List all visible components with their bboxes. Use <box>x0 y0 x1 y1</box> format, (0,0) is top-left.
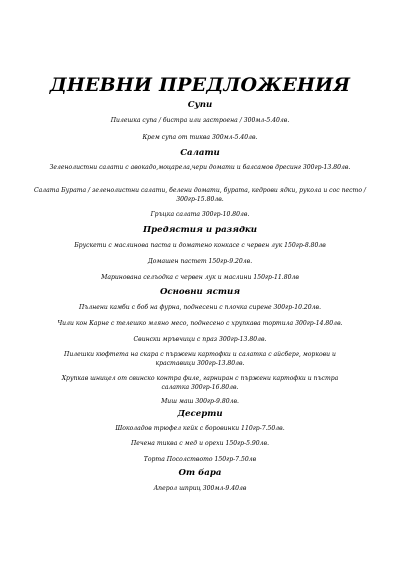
menu-item: Миш маш 300гр-9.80лв. <box>161 398 239 405</box>
menu-item: Шоколадов трюфел кейк с боровинки 110гр-7.50лв. <box>115 425 285 432</box>
menu-item: Зеленолистни салати с авокадо,моцарела,чери домати и балсамов дресинг 300гр-13.80лв. <box>49 164 351 171</box>
section-heading-bar: От бара <box>178 468 222 478</box>
menu-item: Свински мръвчици с праз 300гр-13.80лв. <box>133 336 267 343</box>
menu-item: Хрупкав шницел от свинско контра филе, гарниран с пържени картофки и пъстра салатка 300гр-16.80лв. <box>61 375 339 392</box>
menu-item: Печена тиква с мед и орехи 150гр-5.90лв. <box>130 440 270 447</box>
menu-item: Маринована селъодка с червен лук и маслини 150гр-11.80лв <box>101 274 299 281</box>
menu-item: Гръцка салата 300гр-10.80лв. <box>150 211 250 218</box>
menu-item: Пълнени камби с боб на фурна, поднесени с плочка сирене 300гр-10.20лв. <box>78 304 322 311</box>
menu-item: Аперол шприц 300мл-9.40лв <box>153 485 247 492</box>
section-heading-desserts: Десерти <box>177 409 223 419</box>
section-heading-soups: Супи <box>187 100 213 110</box>
section-heading-starters: Предястия и разядки <box>143 225 257 235</box>
menu-item: Домашен пастет 150гр-9.20лв. <box>147 258 253 265</box>
menu-item: Торта Посолството 150гр-7.50лв <box>143 456 257 463</box>
menu-item: Салата Бурата / зеленолистни салати, белени домати, бурата, кедрови ядки, рукола и сос песто / 300гр-15.80лв. <box>34 187 366 204</box>
section-heading-mains: Основни ястия <box>159 287 241 297</box>
page-title: ДНЕВНИ ПРЕДЛОЖЕНИЯ <box>49 74 351 96</box>
menu-item: Крем супа от тиква 300мл-5.40лв. <box>142 134 258 141</box>
menu-item: Пилешка супа / бистра или застроена / 300мл-5.40лв. <box>110 117 290 124</box>
menu-item: Пилешки кюфтета на скара с пържени картофки и салатка с айсберг, моркови и краставици 300гр-13.80лв. <box>64 351 336 368</box>
section-heading-salads: Салати <box>180 148 220 158</box>
menu-item: Чили кон Карне с телешко мляно месо, поднесено с хрупкава тортила 300гр-14.80лв. <box>57 320 343 327</box>
menu-item: Брускети с маслинова паста и доматено конкасе с червен лук 150гр-8.80лв <box>74 242 326 249</box>
